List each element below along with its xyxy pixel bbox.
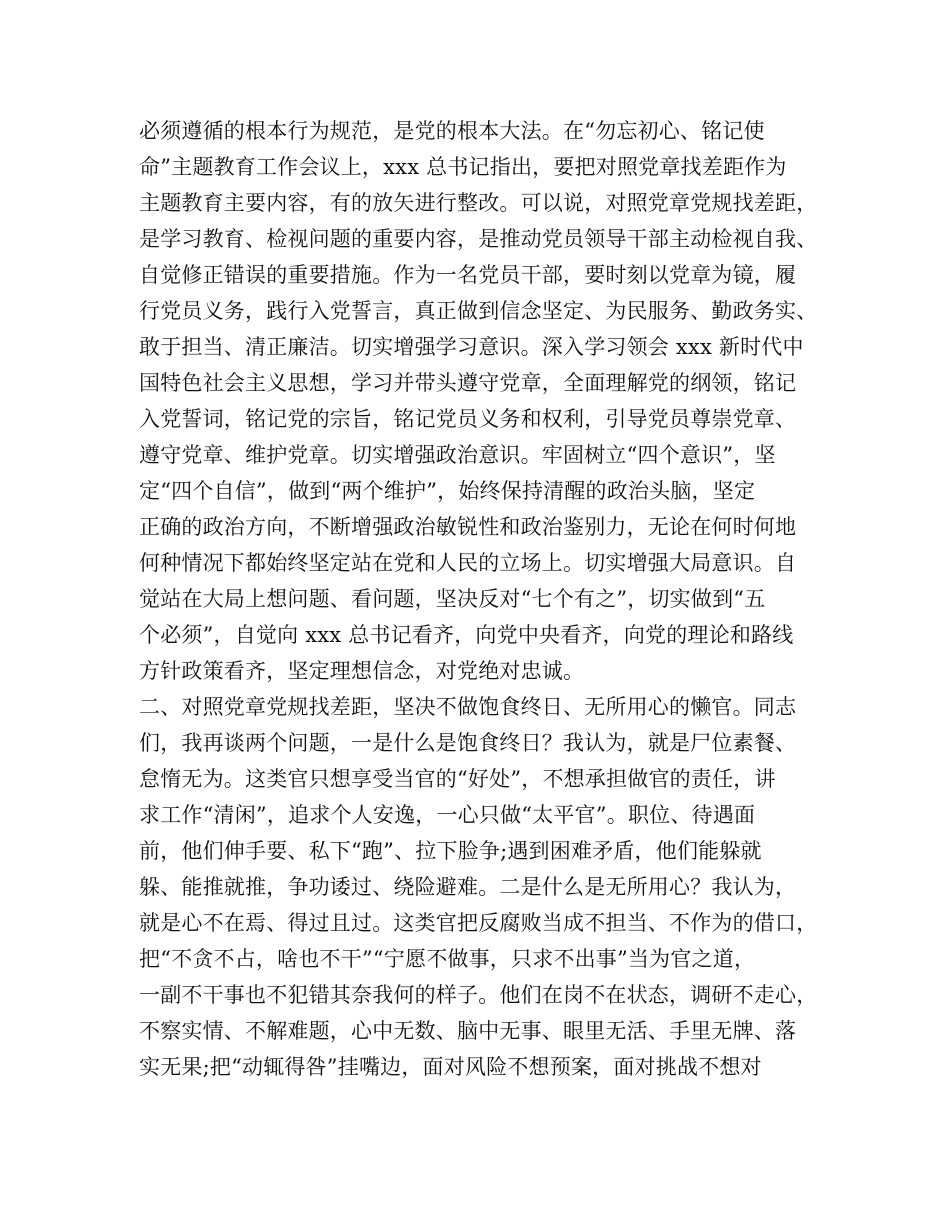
text-line-11: 定“四个自信”，做到“两个维护”，始终保持清醒的政治头脑，坚定 [139,479,756,503]
text-line-27: 实无果;把“动辄得咎”挂嘴边，面对风险不想预案，面对挑战不想对 [139,1055,762,1079]
text-line-18: 们，我再谈两个问题，一是什么是饱食终日？我认为，就是尸位素餐、 [139,731,797,755]
text-line-19: 怠惰无为。这类官只想享受当官的“好处”，不想承担做官的责任，讲 [139,767,776,791]
text-line-22: 躲、能推就推，争功诿过、绕险避难。二是什么是无所用心？我认为， [139,875,797,899]
text-line-25: 一副不干事也不犯错其奈我何的样子。他们在岗不在状态，调研不走心， [139,983,818,1007]
text-line-3: 主题教育主要内容，有的放矢进行整改。可以说，对照党章党规找差距， [139,191,818,215]
text-line-8: 国特色社会主义思想，学习并带头遵守党章，全面理解党的纲领，铭记 [139,371,797,395]
text-line-16: 方针政策看齐，坚定理想信念，对党绝对忠诚。 [139,659,585,683]
text-line-6: 行党员义务，践行入党誓言，真正做到信念坚定、为民服务、勤政务实、 [139,299,818,323]
body-text [139,113,839,1085]
text-line-12: 正确的政治方向，不断增强政治敏锐性和政治鉴别力，无论在何时何地 [139,515,797,539]
text-line-9: 入党誓词，铭记党的宗旨，铭记党员义务和权利，引导党员尊崇党章、 [139,407,797,431]
text-line-21: 前，他们伸手要、私下“跑”、拉下脸争;遇到困难矛盾，他们能躲就 [139,839,762,863]
text-line-4: 是学习教育、检视问题的重要内容，是推动党员领导干部主动检视自我、 [139,227,818,251]
text-line-23: 就是心不在焉、得过且过。这类官把反腐败当成不担当、不作为的借口， [139,911,818,935]
text-line-13: 何种情况下都始终坚定站在党和人民的立场上。切实增强大局意识。自 [139,551,797,575]
text-line-2: 命”主题教育工作会议上，xxx 总书记指出，要把对照党章找差距作为 [139,155,787,179]
text-line-10: 遵守党章、维护党章。切实增强政治意识。牢固树立“四个意识”，坚 [139,443,776,467]
text-line-5: 自觉修正错误的重要措施。作为一名党员干部，要时刻以党章为镜，履 [139,263,797,287]
text-line-20: 求工作“清闲”，追求个人安逸，一心只做“太平官”。职位、待遇面 [139,803,756,827]
text-line-24: 把“不贪不占，啥也不干”“宁愿不做事，只求不出事”当为官之道， [139,947,756,971]
text-line-14: 觉站在大局上想问题、看问题，坚决反对“七个有之”，切实做到“五 [139,587,766,611]
text-line-15: 个必须”，自觉向 xxx 总书记看齐，向党中央看齐，向党的理论和路线 [139,623,794,647]
text-line-26: 不察实情、不解难题，心中无数、脑中无事、眼里无活、手里无牌、落 [139,1019,797,1043]
text-line-7: 敢于担当、清正廉洁。切实增强学习意识。深入学习领会 xxx 新时代中 [139,335,804,359]
text-line-1: 必须遵循的根本行为规范，是党的根本大法。在“勿忘初心、铭记使 [139,119,765,143]
text-line-17: 二、对照党章党规找差距，坚决不做饱食终日、无所用心的懒官。同志 [139,695,797,719]
